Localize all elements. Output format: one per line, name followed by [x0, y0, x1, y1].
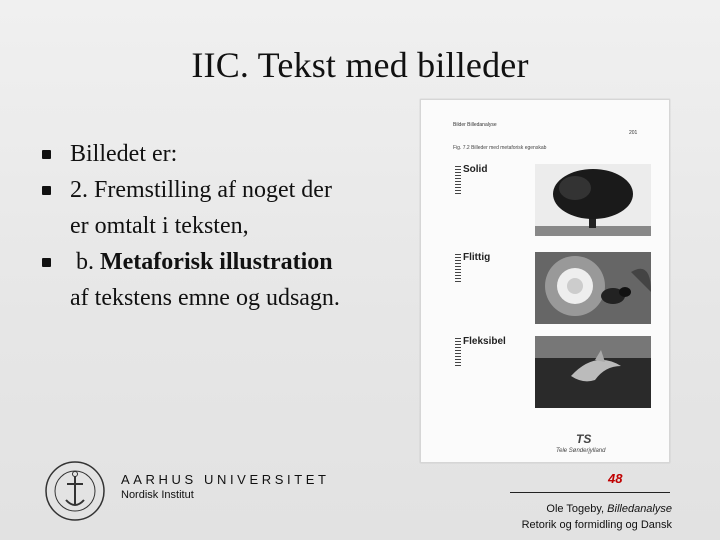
university-seal-icon [44, 460, 106, 522]
square-bullet-icon [42, 258, 51, 267]
bullet-continuation: af tekstens emne og udsagn. [70, 285, 340, 311]
bullet-text: 2. Fremstilling af noget der [70, 177, 332, 203]
bullet-item [40, 244, 420, 316]
scanned-book-page [420, 99, 670, 463]
figure-caption: Fig. 7.2 Billeder med metaforisk egenskab [453, 145, 547, 151]
bullet-item [40, 136, 420, 172]
book-header: Bilder Billedanalyse [453, 122, 497, 128]
square-bullet-icon [42, 186, 51, 195]
work-title: Billedanalyse [607, 503, 672, 515]
course-name: Retorik og formidling og Dansk [521, 519, 672, 531]
tree-photo-icon [535, 164, 651, 236]
bullet-text: Billedet er: [70, 141, 178, 167]
bee-flower-photo-icon [535, 252, 651, 324]
figure-row-label: Flittig [463, 252, 491, 263]
tick-marks [455, 338, 461, 368]
tick-marks [455, 166, 461, 196]
dolphin-photo-icon [535, 336, 651, 408]
figure-row-label: Fleksibel [463, 336, 506, 347]
figure-row-label: Solid [463, 164, 488, 175]
bullet-prefix: b. [70, 249, 100, 275]
bullet-list [40, 136, 420, 316]
tick-marks [455, 254, 461, 284]
institute-name: Nordisk Institut [121, 489, 194, 501]
author-credit [546, 503, 672, 515]
book-page-number: 201 [629, 130, 638, 136]
bullet-bold-text: Metaforisk illustration [100, 249, 333, 275]
bullet-item [40, 172, 420, 244]
square-bullet-icon [42, 150, 51, 159]
slide-title: IIC. Tekst med billeder [191, 45, 529, 85]
slide-number: 48 [608, 471, 623, 486]
bullet-continuation: er omtalt i teksten, [70, 213, 249, 239]
author-name: Ole Togeby, [546, 503, 608, 515]
brand-logo: TS [576, 432, 592, 446]
university-name: AARHUS UNIVERSITET [121, 472, 330, 487]
brand-subtitle: Tele Sønderjylland [556, 448, 606, 454]
footer-divider [510, 492, 670, 493]
